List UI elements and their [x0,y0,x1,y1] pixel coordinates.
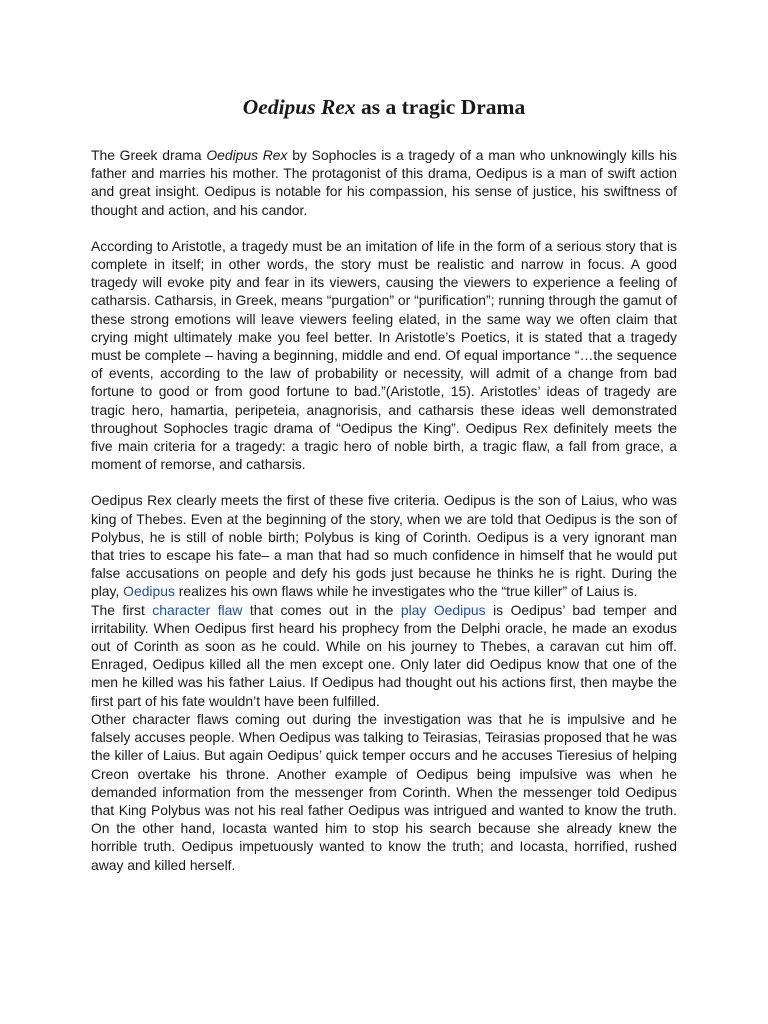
p3-text-c: realizes his own flaws while he investigates who the “true killer” of Laius is. [174,583,638,600]
title-rest: as a tragic Drama [355,95,526,119]
p3-text-a: Oedipus Rex clearly meets the first of these five criteria. Oedipus is the son of Laius, who was king of Thebes. Even at the beginning of the story, when we are told that Oedipus is the son of Polybus, he is still of noble birth; Polybus is king of Corinth. Oedipus is a very ignorant man that tries to escape his fate– a man that had so much confidence in himself that he would put false accusations on people and defy his gods just because he thinks he is right. During the play, [91,492,677,600]
page-title [0,92,768,122]
p1-text-a: The Greek drama [91,147,207,163]
document-body [91,146,677,874]
paragraph-1 [91,146,677,219]
p4-text-b: that comes out in the [242,601,401,618]
p1-italic-title: Oedipus Rex [206,147,288,163]
title-italic: Oedipus Rex [242,95,356,119]
paragraph-2: According to Aristotle, a tragedy must be an imitation of life in the form of a serious story that is complete in itself; in other words, the story must be realistic and narrow in focus. A good tragedy will evoke pity and fear in its viewers, causing the viewers to experience a feeling of catharsis. Catharsis, in Greek, means “purgation” or “purification”; running through the gamut of these strong emotions will leave viewers feeling elated, in the same way we often claim that crying might ultimately make you feel better. In Aristotle’s Poetics, it is stated that a tragedy must be complete – having a beginning, middle and end. Of equal importance “…the sequence of events, according to the law of probability or necessity, will admit of a change from bad fortune to good or from good fortune to bad.”(Aristotle, 15). Aristotles’ ideas of tragedy are tragic hero, hamartia, peripeteia, anagnorisis, and catharsis these ideas well demonstrated throughout Sophocles tragic drama of “Oedipus the King”. Oedipus Rex definitely meets the five main criteria for a tragedy: a tragic hero of noble birth, a tragic flaw, a fall from grace, a moment of remorse, and catharsis. [91,237,677,473]
character-flaw-link[interactable]: character flaw [152,601,243,618]
oedipus-link[interactable]: Oedipus [123,583,175,600]
paragraph-3 [91,491,677,600]
p1-text-c: by Sophocles is a tragedy of a man who unknowingly kills his father and marries his mother. The protagonist of this drama, Oedipus is a man of swift action and great insight. Oedipus is notable for his compassion, his sense of justice, his swiftness of thought and action, and his candor. [91,147,677,218]
paragraph-5: Other character flaws coming out during the investigation was that he is impulsive and he falsely accuses people. When Oedipus was talking to Teirasias, Teirasias proposed that he was the killer of Laius. But again Oedipus’ quick temper occurs and he accuses Tieresius of helping Creon overtake his throne. Another example of Oedipus being impulsive was when he demanded information from the messenger from Corinth. When the messenger told Oedipus that King Polybus was not his real father Oedipus was intrigued and wanted to know the truth. On the other hand, Iocasta wanted him to stop his search because she already knew the horrible truth. Oedipus impetuously wanted to know the truth; and Iocasta, horrified, rushed away and killed herself. [91,710,677,873]
p4-text-a: The first [91,601,153,618]
paragraph-4 [91,601,677,710]
p4-text-c: is Oedipus’ bad temper and irritability. When Oedipus first heard his prophecy from the Delphi oracle, he made an exodus out of Corinth as soon as he could. While on his journey to Thebes, a caravan cut him off. Enraged, Oedipus killed all the men except one. Only later did Oedipus know that one of the men he killed was his father Laius. If Oedipus had thought out his actions first, then maybe the first part of his fate wouldn’t have been fulfilled. [91,601,677,709]
play-oedipus-link[interactable]: play Oedipus [400,601,486,618]
